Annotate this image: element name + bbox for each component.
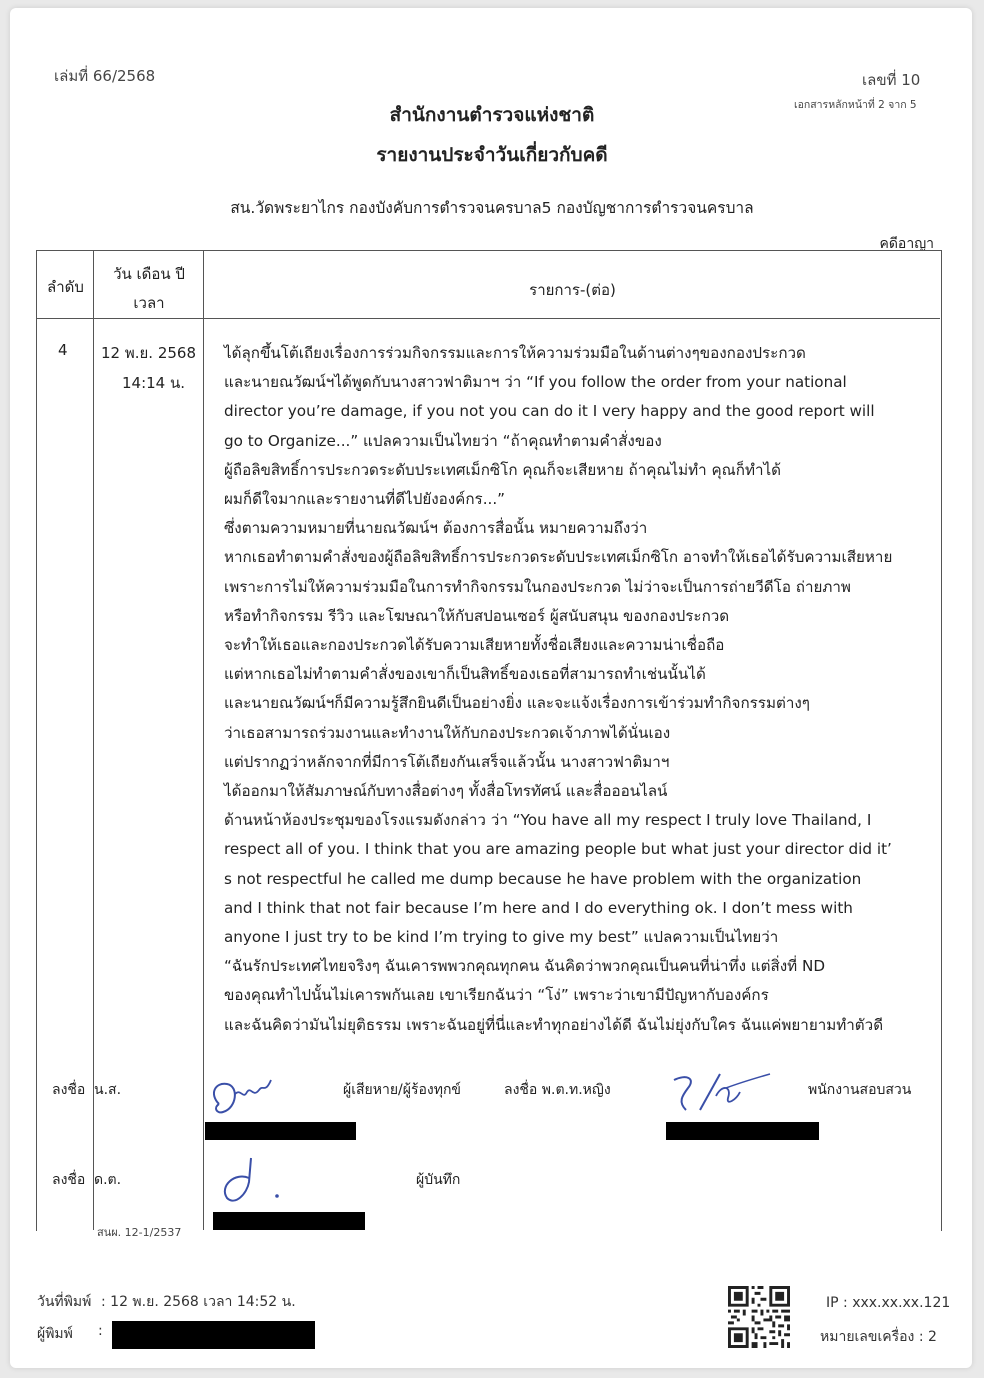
text-line: เพราะการไม่ให้ความร่วมมือในการทำกิจกรรมในกองประกวด ไม่ว่าจะเป็นการถ่ายวีดีโอ ถ่ายภาพ	[224, 577, 851, 596]
text-line: จะทำให้เธอและกองประกวดได้รับความเสียหายทั้งชื่อเสียงและความน่าเชื่อถือ	[224, 636, 725, 655]
victim-signature	[205, 1068, 285, 1120]
sign1-prefix: ลงชื่อ	[52, 1082, 86, 1098]
text-line: ว่าเธอสามารถร่วมงานและทำงานให้กับกองประกวดเจ้าภาพได้นั่นเอง	[224, 723, 671, 742]
print-date-label: วันที่พิมพ์	[37, 1294, 92, 1310]
text-line: ด้านหน้าห้องประชุมของโรงแรมดังกล่าว ว่า “You have all my respect I truly love Thailand, I	[224, 811, 872, 830]
text-line: แต่หากเธอไม่ทำตามคำสั่งของเขาก็เป็นสิทธิ์ของเธอที่สามารถทำเช่นนั้นได้	[224, 665, 706, 684]
sign3-prefix: ลงชื่อ	[52, 1172, 86, 1188]
text-line: และฉันคิดว่ามันไม่ยุติธรรม เพราะฉันอยู่ที่นี่และทำทุกอย่างได้ดี ฉันไม่ยุ่งกับใคร ฉันแค่พยายามทำตัวดี	[224, 1015, 884, 1034]
police-unit: สน.วัดพระยาไกร กองบังคับการตำรวจนครบาล5 กองบัญชาการตำรวจนครบาล	[230, 199, 754, 217]
col-header-date: วัน เดือน ปี	[113, 265, 185, 283]
entry-text	[224, 339, 930, 1040]
text-line: “ฉันรักประเทศไทยจริงๆ ฉันเคารพพวกคุณทุกคน ฉันคิดว่าพวกคุณเป็นคนที่น่าทึ่ง แต่สิ่งที่ ND	[224, 957, 826, 976]
document-number: เลขที่ 10	[862, 71, 921, 89]
sign1-title: น.ส.	[94, 1082, 122, 1098]
investigator-signature	[666, 1066, 776, 1118]
redacted-printer	[112, 1321, 315, 1349]
sign2-role: พนักงานสอบสวน	[808, 1082, 912, 1098]
table-col-divider-2	[203, 250, 204, 1230]
text-line: แต่ปรากฏว่าหลักจากที่มีการโต้เถียงกันเสร็จแล้วนั้น นางสาวฟาติมาฯ	[224, 752, 670, 771]
col-header-time: เวลา	[133, 294, 165, 312]
text-line: ของคุณทำไปนั้นไม่เคารพกันเลย เขาเรียกฉันว่า “โง่” เพราะว่าเขามีปัญหากับองค์กร	[224, 986, 769, 1005]
sign3-title: ด.ต.	[94, 1172, 122, 1188]
volume-number: เล่มที่ 66/2568	[54, 67, 156, 85]
text-line: ผู้ถือลิขสิทธิ์การประกวดระดับประเทศเม็กซิโก คุณก็จะเสียหาย ถ้าคุณไม่ทำ คุณก็ทำได้	[224, 460, 781, 479]
printer-value: :	[98, 1323, 103, 1339]
form-code: สนผ. 12-1/2537	[97, 1226, 182, 1239]
text-line: ผมก็ดีใจมากและรายงานที่ดีไปยังองค์กร...”	[224, 490, 506, 509]
recorder-signature	[215, 1152, 295, 1208]
entry-time: 14:14 น.	[122, 374, 186, 392]
text-line: s not respectful he called me dump because he have problem with the organization	[224, 869, 862, 888]
text-line: director you’re damage, if you not you can do it I very happy and the good report will	[224, 402, 875, 421]
text-line: ซึ่งตามความหมายที่นายณวัฒน์ฯ ต้องการสื่อนั้น หมายความถึงว่า	[224, 519, 648, 538]
printer-label: ผู้พิมพ์	[37, 1326, 73, 1342]
text-line: และนายณวัฒน์ฯก็มีความรู้สึกยินดีเป็นอย่างยิ่ง และจะแจ้งเรื่องการเข้าร่วมทำกิจกรรมต่างๆ	[224, 694, 810, 713]
col-header-seq: ลำดับ	[47, 278, 84, 296]
text-line: respect all of you. I think that you are amazing people but what just your director did it’	[224, 840, 892, 859]
text-line: anyone I just try to be kind I’m trying to give my best” แปลความเป็นไทยว่า	[224, 928, 779, 947]
text-line: หากเธอทำตามคำสั่งของผู้ถือลิขสิทธิ์การประกวดระดับประเทศเม็กซิโก อาจทำให้เธอได้รับความเสียหาย	[224, 548, 893, 567]
redacted-name	[205, 1122, 356, 1140]
agency-title: สำนักงานตำรวจแห่งชาติ	[389, 104, 595, 126]
table-header-divider	[36, 318, 940, 319]
text-line: and I think that not fair because I’m here and I do everything ok. I don’t mess with	[224, 898, 853, 917]
text-line: ได้ออกมาให้สัมภาษณ์กับทางสื่อต่างๆ ทั้งสื่อโทรทัศน์ และสื่อออนไลน์	[224, 782, 668, 801]
col-header-items: รายการ-(ต่อ)	[529, 281, 616, 299]
qr-code-icon	[728, 1286, 790, 1348]
case-type: คดีอาญา	[879, 236, 934, 252]
text-line: ได้ลุกขึ้นโต้เถียงเรื่องการร่วมกิจกรรมและการให้ความร่วมมือในด้านต่างๆของกองประกวด	[224, 344, 806, 362]
sign3-role: ผู้บันทึก	[416, 1172, 461, 1188]
text-line: หรือทำกิจกรรม รีวิว และโฆษณาให้กับสปอนเซอร์ ผู้สนับสนุน ของกองประกวด	[224, 606, 730, 625]
entry-seq: 4	[58, 341, 68, 359]
sign1-role: ผู้เสียหาย/ผู้ร้องทุกข์	[343, 1082, 461, 1098]
machine-number: หมายเลขเครื่อง : 2	[820, 1329, 937, 1345]
text-line: go to Organize...” แปลความเป็นไทยว่า “ถ้าคุณทำตามคำสั่งของ	[224, 431, 662, 450]
entry-date: 12 พ.ย. 2568	[101, 344, 197, 362]
page-info: เอกสารหลักหน้าที่ 2 จาก 5	[794, 99, 917, 111]
report-title: รายงานประจำวันเกี่ยวกับคดี	[376, 144, 608, 166]
print-date-value: : 12 พ.ย. 2568 เวลา 14:52 น.	[101, 1294, 296, 1310]
ip-address: IP : xxx.xx.xx.121	[826, 1295, 951, 1311]
sign2-prefix: ลงชื่อ พ.ต.ท.หญิง	[504, 1082, 611, 1098]
redacted-name	[666, 1122, 819, 1140]
redacted-name	[213, 1212, 365, 1230]
text-line: และนายณวัฒน์ฯได้พูดกับนางสาวฟาติมาฯ ว่า “If you follow the order from your national	[224, 373, 847, 392]
